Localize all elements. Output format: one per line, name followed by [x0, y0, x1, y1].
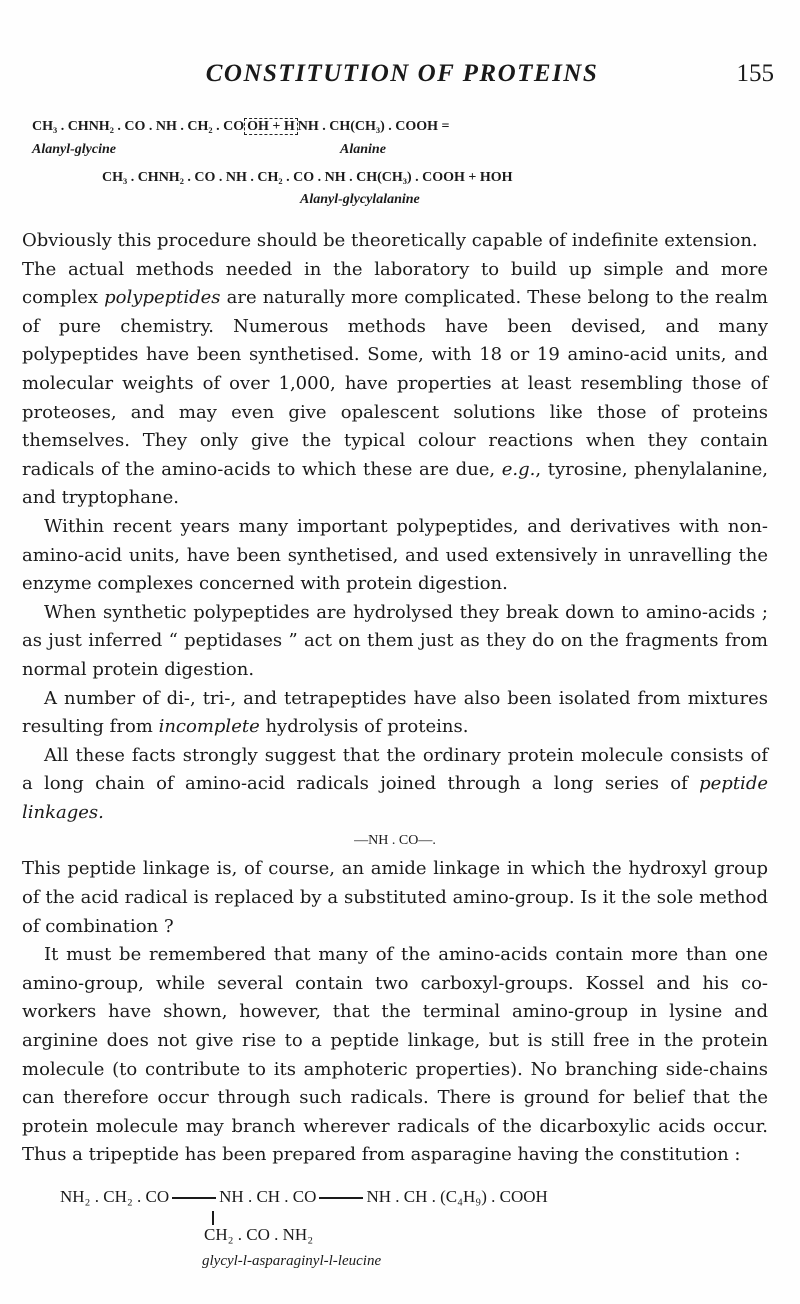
tripeptide-seg1: NH₂ . CH₂ . CO [60, 1187, 170, 1206]
body-text [22, 227, 768, 1170]
paragraph-3: Within recent years many important polypeptides, and derivatives with non-amino-acid units, have been synthetised, and used extensively in unravelling the enzyme complexes concerned with protein digestion. [22, 515, 768, 595]
paragraph-6: All these facts strongly suggest that the ordinary protein molecule consists of a long chain of amino-acid radicals joined through a long series of peptide linkages. [22, 744, 768, 823]
paragraph-4: When synthetic polypeptides are hydrolysed they break down to amino-acids ; as just inferred “ peptidases ” act on them just as they do on the fragments from normal protein digestion. [22, 601, 768, 680]
tripeptide-name: glycyl-l-asparaginyl-l-leucine [202, 1253, 382, 1269]
peptide-linkage-formula: —NH . CO—. [354, 833, 436, 849]
tripeptide-main-chain [60, 1187, 548, 1207]
formula1-right: NH . CH(CH₃) . COOH = [297, 119, 450, 134]
peptide-bond-1 [172, 1197, 216, 1199]
paragraph-1: Obviously this procedure should be theoretically capable of indefinite extension. [22, 230, 758, 251]
tripeptide-seg2: NH . CH . CO [219, 1187, 317, 1206]
formula-alanylglycine-alanine [32, 119, 450, 135]
page-header [30, 60, 774, 96]
term-incomplete: incomplete [158, 716, 260, 738]
formula-alanylglycylalanine: CH₃ . CHNH₂ . CO . NH . CH₂ . CO . NH . CH(CH₃) . COOH + HOH [102, 170, 513, 185]
paragraph-7: This peptide linkage is, of course, an amide linkage in which the hydroxyl group of the acid radical is replaced by a substituted amino-group. Is it the sole method of combination ? [22, 858, 768, 937]
term-polypeptides: polypeptides [104, 287, 221, 309]
running-title: CONSTITUTION OF PROTEINS [205, 60, 599, 87]
tripeptide-seg3: NH . CH . (C₄H₉) . COOH [366, 1187, 548, 1206]
formula1-boxed-water: OH + H [244, 118, 298, 135]
page-number: 155 [736, 60, 774, 87]
paragraph-2: The actual methods needed in the laboratory to build up simple and more complex polypeptides are naturally more complicated. These belong to the realm of pure chemistry. Numerous methods have been devised, and many polypeptides have been synthetised. Some, with 18 or 19 amino-acid units, and molecular weights of over 1,000, have properties at least resembling those of proteoses, and may even give opalescent solutions like those of proteins themselves. They only give the typical colour reactions when they contain radicals of the amino-acids to which these are due, e.g., tyrosine, phenylalanine, and tryptophane. [22, 258, 769, 509]
label-alanyl-glycine: Alanyl-glycine [32, 142, 116, 157]
paragraph-8: It must be remembered that many of the amino-acids contain more than one amino-group, while several contain two carboxyl-groups. Kossel and his co-workers have shown, however, that the terminal amino-group in lysine and arginine does not give rise to a peptide linkage, but is still free in the protein molecule (to contribute to its amphoteric properties). No branching side-chains can therefore occur through such radicals. There is ground for belief that the protein molecule may branch wherever radicals of the dicarboxylic acids occur. Thus a tripeptide has been prepared from asparagine having the constitution : [22, 944, 768, 1166]
label-alanyl-glycylalanine: Alanyl-glycylalanine [300, 192, 420, 207]
formula1-left: CH₃ . CHNH₂ . CO . NH . CH₂ . CO [32, 119, 245, 134]
paragraph-5: A number of di-, tri-, and tetrapeptides have also been isolated from mixtures resulting from incomplete hydrolysis of proteins. [22, 687, 768, 738]
peptide-bond-2 [319, 1197, 363, 1199]
term-peptide-linkages: peptide linkages. [22, 773, 768, 823]
tripeptide-side-chain: CH₂ . CO . NH₂ [204, 1225, 314, 1244]
branch-bond [212, 1211, 214, 1225]
label-alanine: Alanine [340, 142, 386, 157]
